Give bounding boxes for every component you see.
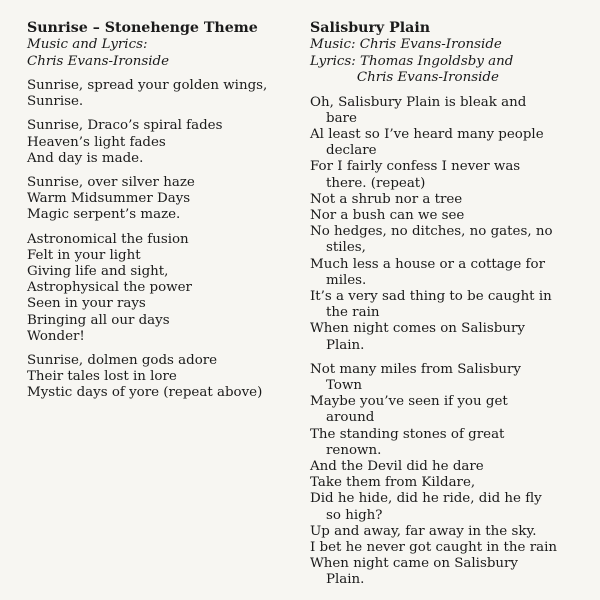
lyric-line: Magic serpent’s maze. (27, 207, 181, 223)
lyric-line: Wonder! (27, 328, 85, 344)
lyric-line: stiles, (326, 240, 366, 256)
credit-line: Lyrics: Thomas Ingoldsby and (310, 53, 514, 69)
left-column (27, 20, 289, 402)
stanza (310, 362, 580, 589)
lyric-line: Astrophysical the power (27, 280, 192, 296)
lyric-line: The standing stones of great (310, 426, 505, 442)
credit-line: Chris Evans-Ironside (27, 53, 170, 69)
lyric-line: so high? (326, 507, 383, 523)
lyric-line: there. (repeat) (326, 175, 426, 191)
credit-line: Chris Evans-Ironside (310, 70, 499, 85)
lyric-line: Felt in your light (27, 247, 141, 263)
lyric-line: For I fairly confess I never was (310, 159, 521, 175)
song-title: Salisbury Plain (310, 20, 431, 36)
lyric-line: When night comes on Salisbury (310, 321, 525, 337)
lyric-line: Sunrise, over silver haze (27, 175, 195, 191)
lyric-line: No hedges, no ditches, no gates, no (310, 224, 553, 240)
lyric-line: Warm Midsummer Days (27, 191, 191, 207)
credit-line: Music: Chris Evans-Ironside (310, 37, 502, 52)
lyric-line: Did he hide, did he ride, did he fly (310, 491, 542, 507)
lyric-line: Nor a bush can we see (310, 207, 465, 223)
stanza (27, 78, 289, 110)
lyric-line: Al least so I’ve heard many people (310, 126, 544, 142)
lyric-line: Their tales lost in lore (27, 369, 177, 385)
lyric-line: Plain. (326, 337, 365, 353)
lyric-line: Up and away, far away in the sky. (310, 523, 537, 539)
lyric-line: bare (326, 110, 357, 126)
credit-line: Music and Lyrics: (27, 37, 148, 52)
lyric-line: Astronomical the fusion (27, 231, 189, 247)
lyric-line: Sunrise, dolmen gods adore (27, 353, 218, 369)
right-column (310, 20, 580, 589)
lyric-line: renown. (326, 442, 382, 458)
stanza (27, 118, 289, 167)
lyric-line: Not many miles from Salisbury (310, 361, 521, 377)
lyric-line: miles. (326, 272, 367, 288)
lyric-line: Giving life and sight, (27, 264, 169, 280)
stanza (310, 95, 580, 354)
stanza (27, 353, 289, 402)
lyrics-body (27, 78, 289, 402)
lyric-line: Much less a house or a cottage for (310, 256, 545, 272)
stanza (27, 232, 289, 345)
lyric-line: When night came on Salisbury (310, 556, 518, 572)
lyric-line: declare (326, 143, 377, 159)
lyric-line: the rain (326, 305, 380, 321)
song-credits (27, 37, 289, 70)
lyric-line: Sunrise, Draco’s spiral fades (27, 118, 223, 134)
lyric-line: Oh, Salisbury Plain is bleak and (310, 94, 527, 110)
lyric-line: Sunrise. (27, 94, 84, 110)
song-title: Sunrise – Stonehenge Theme (27, 20, 258, 36)
lyric-line: Sunrise, spread your golden wings, (27, 78, 268, 93)
lyric-line: Heaven’s light fades (27, 134, 166, 150)
lyric-line: It’s a very sad thing to be caught in (310, 288, 552, 304)
lyric-line: I bet he never got caught in the rain (310, 539, 558, 555)
lyric-line: around (326, 410, 375, 426)
lyrics-body (310, 95, 580, 589)
lyric-line: Bringing all our days (27, 312, 170, 328)
lyric-line: And the Devil did he dare (310, 458, 484, 474)
lyric-line: Mystic days of yore (repeat above) (27, 385, 263, 401)
lyric-line: Plain. (326, 572, 365, 588)
lyric-line: Take them from Kildare, (310, 475, 476, 491)
lyric-line: Seen in your rays (27, 296, 146, 312)
lyric-line: And day is made. (27, 150, 144, 166)
song-credits (310, 37, 580, 87)
lyric-line: Maybe you’ve seen if you get (310, 394, 508, 410)
stanza (27, 175, 289, 224)
lyric-line: Not a shrub nor a tree (310, 191, 463, 207)
lyric-line: Town (326, 377, 363, 393)
